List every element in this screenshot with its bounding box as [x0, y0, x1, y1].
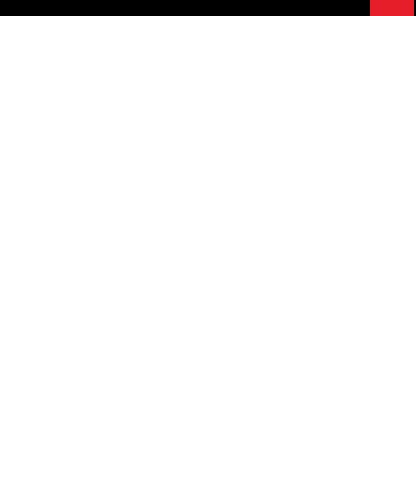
newspaper-logo: [370, 0, 414, 16]
page-header: [0, 0, 416, 16]
